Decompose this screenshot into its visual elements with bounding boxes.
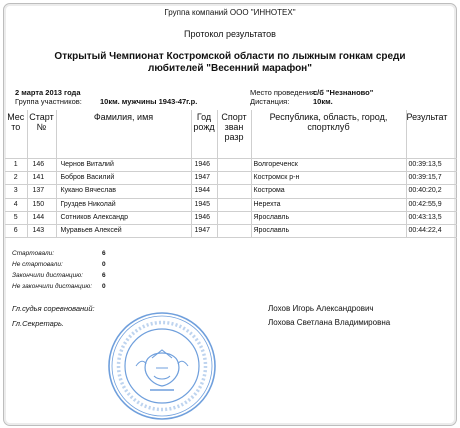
official-stamp [106, 310, 218, 422]
secretary-name: Лохова Светлана Владимировна [268, 318, 391, 327]
cell-rank [217, 172, 251, 185]
venue-value: с/б "Незнаново" [313, 88, 374, 97]
distance-value: 10км. [313, 97, 333, 106]
col-bib: Старт № [27, 110, 56, 159]
cell-place: 6 [5, 224, 27, 237]
table-row [5, 198, 457, 211]
cell-bib: 144 [27, 211, 56, 224]
stat-dns-value: 0 [102, 261, 106, 268]
cell-result: 00:44:22,4 [406, 224, 457, 237]
cell-region: Ярославль [251, 211, 406, 224]
cell-place: 2 [5, 172, 27, 185]
table-row [5, 172, 457, 185]
protocol-heading: Протокол результатов [184, 29, 276, 39]
judge-label: Гл.судья соревнований: [12, 304, 95, 313]
cell-place: 4 [5, 198, 27, 211]
table-header-row [5, 110, 457, 159]
table-row [5, 185, 457, 198]
stat-dns-label: Не стартовали: [12, 261, 63, 268]
cell-bib: 137 [27, 185, 56, 198]
stat-finished-value: 6 [102, 272, 106, 279]
company-header: Группа компаний ООО "ИННОТЕХ" [164, 8, 296, 17]
cell-result: 00:42:55,9 [406, 198, 457, 211]
group-label: Группа участников: [15, 97, 82, 106]
cell-bib: 141 [27, 172, 56, 185]
secretary-label: Гл.Секретарь. [12, 319, 64, 328]
stat-dnf-label: Не закончили дистанцию: [12, 283, 93, 290]
venue-label: Место проведения: [250, 88, 318, 97]
cell-year: 1947 [191, 172, 217, 185]
cell-year: 1946 [191, 159, 217, 172]
col-year: Год рожд [191, 110, 217, 159]
cell-year: 1946 [191, 211, 217, 224]
cell-name: Бобров Василий [56, 172, 191, 185]
cell-region: Ярославль [251, 224, 406, 237]
competition-title: Открытый Чемпионат Костромской области по лыжным гонкам среди любителей "Весенний марафон" [54, 51, 406, 74]
cell-name: Кукано Вячеслав [56, 185, 191, 198]
cell-rank [217, 211, 251, 224]
cell-name: Муравьев Алексей [56, 224, 191, 237]
cell-region: Нерехта [251, 198, 406, 211]
group-value: 10км. мужчины 1943-47г.р. [100, 97, 198, 106]
cell-year: 1947 [191, 224, 217, 237]
cell-result: 00:43:13,5 [406, 211, 457, 224]
cell-region: Кострома [251, 185, 406, 198]
table-row [5, 159, 457, 172]
cell-rank [217, 198, 251, 211]
cell-year: 1945 [191, 198, 217, 211]
cell-rank [217, 159, 251, 172]
col-rank: Спорт зван разр [217, 110, 251, 159]
judge-name: Лохов Игорь Александрович [268, 304, 374, 313]
cell-region: Волгореченск [251, 159, 406, 172]
stat-finished-label: Закончили дистанцию: [12, 272, 83, 279]
table-row [5, 224, 457, 237]
cell-region: Костромск р-н [251, 172, 406, 185]
cell-bib: 146 [27, 159, 56, 172]
table-row [5, 211, 457, 224]
cell-rank [217, 224, 251, 237]
cell-place: 5 [5, 211, 27, 224]
cell-rank [217, 185, 251, 198]
col-region: Республика, область, город, спортклуб [251, 110, 406, 159]
cell-result: 00:39:15,7 [406, 172, 457, 185]
col-place: Мес то [5, 110, 27, 159]
stat-dnf-value: 0 [102, 283, 106, 290]
stat-started-label: Стартовали: [12, 250, 55, 257]
cell-name: Чернов Виталий [56, 159, 191, 172]
stat-started-value: 6 [102, 250, 106, 257]
cell-place: 3 [5, 185, 27, 198]
cell-result: 00:39:13,5 [406, 159, 457, 172]
cell-bib: 143 [27, 224, 56, 237]
cell-result: 00:40:20,2 [406, 185, 457, 198]
results-table [5, 110, 457, 238]
cell-name: Груздев Николай [56, 198, 191, 211]
cell-place: 1 [5, 159, 27, 172]
cell-year: 1944 [191, 185, 217, 198]
cell-bib: 150 [27, 198, 56, 211]
distance-label: Дистанция: [250, 97, 290, 106]
col-result: Результат [406, 110, 457, 159]
cell-name: Сотников Александр [56, 211, 191, 224]
event-date: 2 марта 2013 года [15, 88, 81, 97]
col-name: Фамилия, имя [56, 110, 191, 159]
